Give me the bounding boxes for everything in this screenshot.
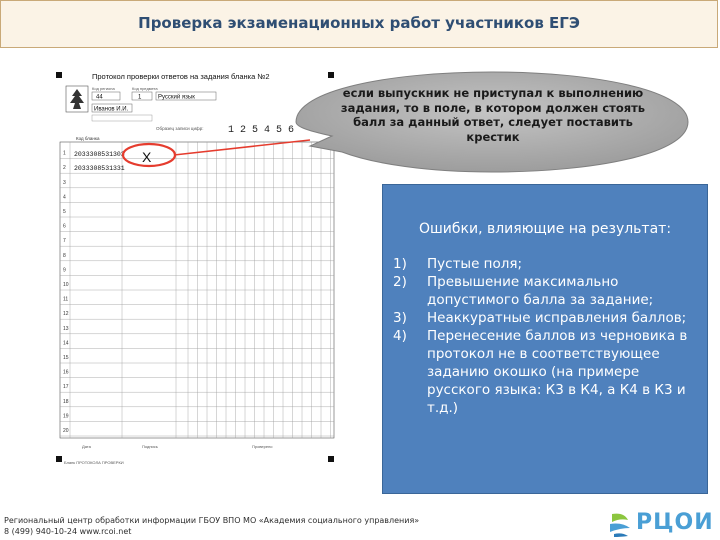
errors-title: Ошибки, влияющие на результат: [418, 221, 672, 237]
row-number: 7 [63, 238, 66, 245]
slide-title: Проверка экзаменационных работ участников ЕГЭ [138, 14, 580, 32]
corner-marker-br [328, 456, 334, 462]
errors-panel [382, 184, 708, 494]
row-number: 1 [63, 150, 66, 157]
cross-mark: X [142, 149, 152, 165]
error-item: 4) Перенесение баллов из черновика в протокол не в соответствующее заданию окошко (на примере русского языка: К3 в К4, а К4 в К3 и т.д.) [393, 328, 688, 416]
error-item: 2) Превышение максимально допустимого балла за задание; [393, 274, 654, 308]
footer-org: Региональный центр обработки информации ГБОУ ВПО МО «Академия социального управления» [4, 516, 420, 525]
error-item: 3) Неаккуратные исправления баллов; [393, 310, 687, 326]
row2-code: 2033308531331 [74, 165, 125, 172]
region-code: 44 [96, 94, 103, 101]
row-number: 15 [63, 355, 69, 361]
sample-label: Образец записи цифр: [156, 126, 204, 131]
rcoi-logo-icon [606, 510, 636, 538]
row-number: 8 [63, 252, 66, 259]
slide-header [0, 0, 718, 48]
corner-marker-bl [56, 456, 62, 462]
row-number: 3 [63, 179, 66, 186]
error-item: 1) Пустые поля; [393, 256, 523, 272]
slide-footer [4, 515, 419, 537]
form-heading: Протокол проверки ответов на задания бланка №2 [92, 72, 270, 81]
row-number: 6 [63, 223, 66, 230]
callout-text: если выпускник не приступал к выполнению задания, то в поле, в котором должен стоять балл за данный ответ, следует поставить крестик [340, 86, 646, 144]
sample-digits: 1 2 5 4 5 6 [228, 125, 295, 136]
expert-name: Иванов И.И. [94, 106, 129, 113]
corner-marker-tl [56, 72, 62, 78]
row-number: 17 [63, 384, 69, 391]
row-number: 4 [63, 194, 66, 201]
column-header: Код бланка [76, 136, 100, 141]
row-number: 14 [63, 340, 69, 347]
row-number: 12 [63, 311, 69, 318]
row-number: 16 [63, 369, 69, 376]
emblem-icon [66, 86, 88, 112]
row-number: 2 [63, 165, 66, 172]
errors-list [393, 255, 703, 417]
form-footer-sign: Подпись [142, 444, 158, 449]
form-bottom-note: Бланк ПРОТОКОЛА ПРОВЕРКИ [64, 460, 124, 465]
footer-contact: 8 (499) 940-10-24 www.rcoi.net [4, 527, 132, 536]
row-number: 5 [63, 209, 66, 215]
row-number: 13 [63, 325, 69, 332]
row-number: 20 [63, 428, 69, 434]
svg-text:Код региона: Код региона [92, 86, 115, 91]
row-number: 9 [63, 267, 66, 274]
subject-name: Русский язык [158, 94, 195, 101]
row-number: 10 [63, 282, 69, 288]
form-footer-checked: Проверено [252, 444, 273, 449]
form-footer-date: Дата [82, 444, 91, 449]
row1-code: 2033308531303 [74, 151, 125, 158]
subject-code: 1 [138, 94, 142, 101]
row-number: 11 [63, 296, 69, 303]
logo-text: РЦОИ [636, 510, 714, 535]
row-number: 18 [63, 398, 69, 405]
row-number: 19 [63, 413, 69, 420]
svg-text:Код предмета: Код предмета [132, 86, 158, 91]
